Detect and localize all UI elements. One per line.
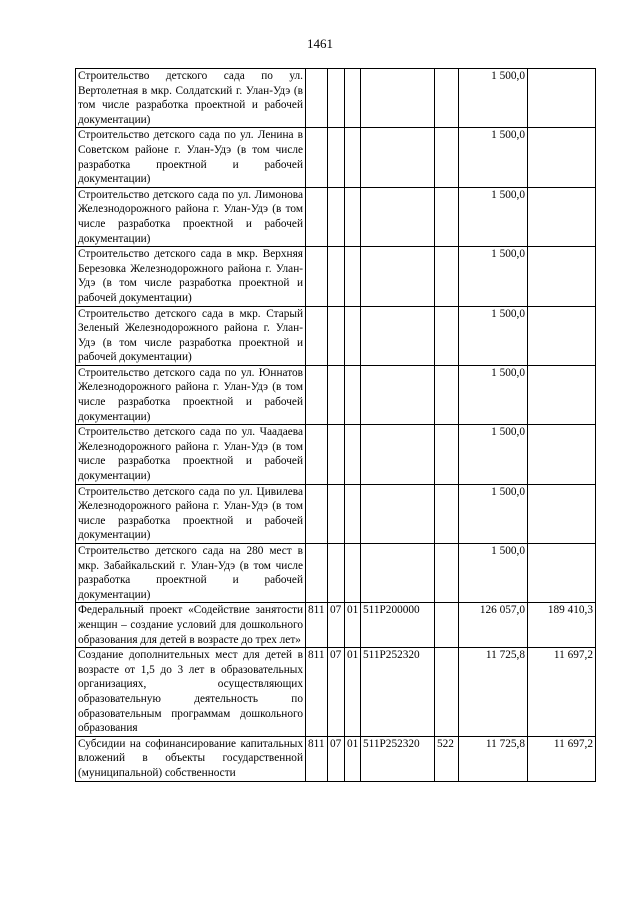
amount-cell-1: 1 500,0	[459, 425, 528, 484]
section-code-cell	[328, 484, 345, 543]
amount-cell-2	[528, 69, 596, 128]
amount-cell-2: 11 697,2	[528, 736, 596, 781]
amount-cell-1: 1 500,0	[459, 128, 528, 187]
expense-type-code-cell	[435, 484, 459, 543]
page-number: 1461	[307, 36, 333, 51]
target-article-code-cell: 511P252320	[361, 736, 435, 781]
expense-type-code-cell	[435, 128, 459, 187]
target-article-code-cell	[361, 544, 435, 603]
table-row	[76, 128, 596, 187]
grbs-code-cell	[306, 544, 328, 603]
target-article-code-cell	[361, 425, 435, 484]
table-row	[76, 648, 596, 737]
section-code-cell: 07	[328, 648, 345, 737]
expense-type-code-cell	[435, 425, 459, 484]
amount-cell-1: 126 057,0	[459, 603, 528, 648]
table-row	[76, 736, 596, 781]
row-name-cell: Строительство детского сада по ул. Ленина в Советском районе г. Улан-Удэ (в том числе разработка проектной и рабочей документации)	[76, 128, 306, 187]
amount-cell-1: 1 500,0	[459, 69, 528, 128]
row-name-cell: Строительство детского сада по ул. Юннатов Железнодорожного района г. Улан-Удэ (в том числе разработка проектной и рабочей документации)	[76, 365, 306, 424]
subsection-code-cell	[345, 365, 361, 424]
table-row	[76, 365, 596, 424]
amount-cell-1: 1 500,0	[459, 187, 528, 246]
table-body	[76, 69, 596, 782]
amount-cell-2	[528, 425, 596, 484]
subsection-code-cell: 01	[345, 648, 361, 737]
row-name-cell: Строительство детского сада по ул. Чаадаева Железнодорожного района г. Улан-Удэ (в том числе разработка проектной и рабочей документации)	[76, 425, 306, 484]
target-article-code-cell	[361, 306, 435, 365]
section-code-cell	[328, 425, 345, 484]
subsection-code-cell	[345, 544, 361, 603]
subsection-code-cell	[345, 484, 361, 543]
expense-type-code-cell	[435, 365, 459, 424]
target-article-code-cell: 511P252320	[361, 648, 435, 737]
grbs-code-cell	[306, 128, 328, 187]
expense-type-code-cell	[435, 603, 459, 648]
expense-type-code-cell	[435, 648, 459, 737]
grbs-code-cell: 811	[306, 603, 328, 648]
table-row	[76, 187, 596, 246]
grbs-code-cell: 811	[306, 648, 328, 737]
subsection-code-cell	[345, 187, 361, 246]
amount-cell-2	[528, 306, 596, 365]
grbs-code-cell	[306, 425, 328, 484]
amount-cell-2	[528, 128, 596, 187]
expense-type-code-cell: 522	[435, 736, 459, 781]
target-article-code-cell	[361, 247, 435, 306]
table-row	[76, 544, 596, 603]
amount-cell-2	[528, 187, 596, 246]
target-article-code-cell	[361, 69, 435, 128]
amount-cell-1: 1 500,0	[459, 365, 528, 424]
target-article-code-cell	[361, 365, 435, 424]
target-article-code-cell	[361, 128, 435, 187]
row-name-cell: Субсидии на софинансирование капитальных вложений в объекты государственной (муниципальной) собственности	[76, 736, 306, 781]
subsection-code-cell: 01	[345, 736, 361, 781]
section-code-cell	[328, 69, 345, 128]
grbs-code-cell	[306, 187, 328, 246]
amount-cell-1: 1 500,0	[459, 247, 528, 306]
amount-cell-2	[528, 484, 596, 543]
subsection-code-cell	[345, 425, 361, 484]
amount-cell-2	[528, 365, 596, 424]
grbs-code-cell	[306, 247, 328, 306]
row-name-cell: Строительство детского сада по ул. Лимонова Железнодорожного района г. Улан-Удэ (в том числе разработка проектной и рабочей документации)	[76, 187, 306, 246]
row-name-cell: Строительство детского сада по ул. Цивилева Железнодорожного района г. Улан-Удэ (в том числе разработка проектной и рабочей документации)	[76, 484, 306, 543]
subsection-code-cell: 01	[345, 603, 361, 648]
target-article-code-cell	[361, 187, 435, 246]
grbs-code-cell	[306, 365, 328, 424]
row-name-cell: Строительство детского сада по ул. Вертолетная в мкр. Солдатский г. Улан-Удэ (в том числе разработка проектной и рабочей документации)	[76, 69, 306, 128]
grbs-code-cell	[306, 69, 328, 128]
amount-cell-1: 11 725,8	[459, 648, 528, 737]
target-article-code-cell	[361, 484, 435, 543]
section-code-cell: 07	[328, 603, 345, 648]
table-row	[76, 484, 596, 543]
row-name-cell: Строительство детского сада в мкр. Старый Зеленый Железнодорожного района г. Улан-Удэ (в том числе разработка проектной и рабочей документации)	[76, 306, 306, 365]
section-code-cell	[328, 128, 345, 187]
grbs-code-cell	[306, 484, 328, 543]
amount-cell-1: 11 725,8	[459, 736, 528, 781]
amount-cell-1: 1 500,0	[459, 484, 528, 543]
grbs-code-cell: 811	[306, 736, 328, 781]
expense-type-code-cell	[435, 187, 459, 246]
expense-type-code-cell	[435, 69, 459, 128]
target-article-code-cell: 511P200000	[361, 603, 435, 648]
section-code-cell	[328, 544, 345, 603]
table-row	[76, 306, 596, 365]
amount-cell-2	[528, 247, 596, 306]
table-row	[76, 69, 596, 128]
budget-table	[75, 68, 596, 782]
amount-cell-1: 1 500,0	[459, 306, 528, 365]
amount-cell-2	[528, 544, 596, 603]
row-name-cell: Строительство детского сада на 280 мест в мкр. Забайкальский г. Улан-Удэ (в том числе разработка проектной и рабочей документации)	[76, 544, 306, 603]
subsection-code-cell	[345, 128, 361, 187]
subsection-code-cell	[345, 306, 361, 365]
grbs-code-cell	[306, 306, 328, 365]
expense-type-code-cell	[435, 306, 459, 365]
subsection-code-cell	[345, 69, 361, 128]
section-code-cell	[328, 247, 345, 306]
expense-type-code-cell	[435, 247, 459, 306]
section-code-cell: 07	[328, 736, 345, 781]
amount-cell-1: 1 500,0	[459, 544, 528, 603]
row-name-cell: Строительство детского сада в мкр. Верхняя Березовка Железнодорожного района г. Улан-Удэ (в том числе разработка проектной и рабочей документации)	[76, 247, 306, 306]
section-code-cell	[328, 306, 345, 365]
amount-cell-2: 189 410,3	[528, 603, 596, 648]
amount-cell-2: 11 697,2	[528, 648, 596, 737]
row-name-cell: Создание дополнительных мест для детей в возрасте от 1,5 до 3 лет в образовательных организациях, осуществляющих образовательную деятельность по образовательным программам дошкольного образования	[76, 648, 306, 737]
section-code-cell	[328, 187, 345, 246]
table-row	[76, 247, 596, 306]
row-name-cell: Федеральный проект «Содействие занятости женщин – создание условий для дошкольного образования для детей в возрасте до трех лет»	[76, 603, 306, 648]
table-row	[76, 603, 596, 648]
section-code-cell	[328, 365, 345, 424]
table-row	[76, 425, 596, 484]
expense-type-code-cell	[435, 544, 459, 603]
subsection-code-cell	[345, 247, 361, 306]
